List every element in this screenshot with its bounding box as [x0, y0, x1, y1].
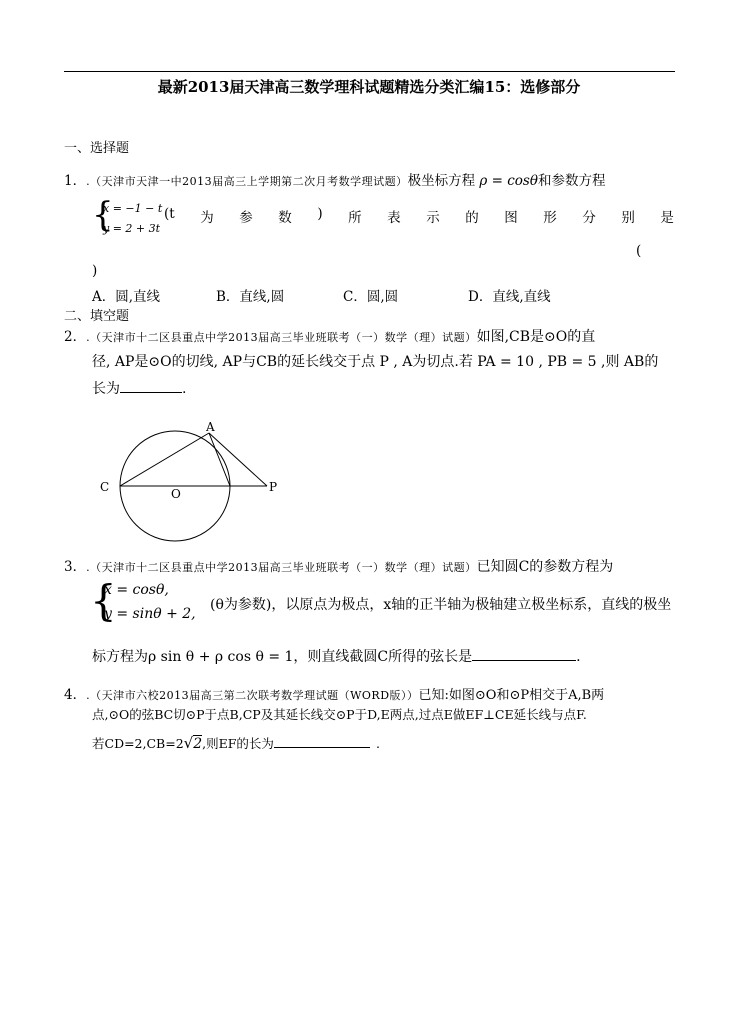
question-1-stem: 极坐标方程 — [407, 173, 476, 189]
question-3-line1-tail: 已知圆C的参数方程为 — [476, 559, 614, 575]
spread-word: 形 — [543, 210, 557, 226]
question-1-source: .（天津市天津一中2013届高三上学期第二次月考数学理试题） — [86, 175, 408, 188]
question-1-line1 — [64, 169, 605, 189]
header-rule — [64, 71, 675, 72]
question-4-line1 — [64, 683, 604, 703]
question-1-param-eq1: x = −1 − t — [103, 202, 163, 215]
question-1-spread-text — [164, 206, 674, 226]
question-1-close-paren: ) — [92, 263, 98, 279]
spread-word: (t — [164, 206, 175, 222]
spread-word: 的 — [465, 210, 479, 226]
question-3-number: 3． — [64, 559, 87, 575]
spread-word: 分 — [582, 210, 596, 226]
answer-blank-4[interactable] — [274, 735, 370, 748]
option-b: B．直线,圆 — [216, 289, 285, 305]
sqrt-symbol: √ — [183, 734, 194, 752]
spread-word: 表 — [387, 210, 401, 226]
label-p: P — [269, 480, 278, 494]
spread-word: 为 — [200, 210, 214, 226]
question-2-number: 2． — [64, 329, 87, 345]
spread-word: 参 — [239, 210, 253, 226]
question-3-brace: { — [90, 576, 117, 625]
question-1-polar-equation: ρ = cosθ — [479, 173, 538, 189]
spread-word: 图 — [504, 210, 518, 226]
spread-word: 别 — [621, 210, 635, 226]
label-o: O — [171, 487, 181, 501]
question-4-line3 — [92, 734, 380, 752]
question-3-eq2: y = sinθ + 2, — [104, 606, 196, 622]
sqrt-argument: 2 — [193, 736, 203, 752]
option-a: A．圆,直线 — [92, 289, 161, 305]
spread-word: 是 — [660, 210, 674, 226]
question-3-period: . — [576, 649, 581, 665]
question-2-length-label: 长为 — [92, 381, 120, 397]
answer-blank-2[interactable] — [120, 380, 182, 393]
question-4-ask: ,则EF的长为 — [202, 736, 274, 751]
question-1-and-param: 和参数方程 — [537, 173, 606, 189]
question-4-line2: 点,⊙O的弦BC切⊙P于点B,CP及其延长线交⊙P于D,E两点,过点E做EF⊥CE延长线与点F. — [92, 707, 587, 722]
line-ap — [209, 433, 267, 486]
question-4-source: .（天津市六校2013届高三第二次联考数学理试题（WORD版）） — [86, 689, 419, 702]
page-title: 最新2013届天津高三数学理科试题精选分类汇编15：选修部分 — [157, 78, 581, 96]
spread-word: 数 — [278, 210, 292, 226]
question-2-figure — [95, 418, 295, 548]
question-2-line1 — [64, 325, 595, 346]
question-1-brace: { — [92, 195, 114, 235]
section-fill-heading: 二、填空题 — [64, 309, 130, 324]
answer-blank-3[interactable] — [472, 648, 576, 661]
spread-word: 示 — [426, 210, 440, 226]
question-2-line3 — [92, 378, 186, 398]
line-ab — [209, 433, 230, 486]
question-1-param-eq2: y = 2 + 3t — [103, 222, 161, 235]
question-2-source: .（天津市十二区县重点中学2013届高三毕业班联考（一）数学（理）试题） — [86, 331, 477, 344]
question-4-period: . — [375, 736, 380, 751]
spread-word: 所 — [348, 210, 362, 226]
question-4-given: 若CD=2,CB=2 — [92, 736, 184, 751]
label-c: C — [100, 480, 110, 494]
question-3-line3 — [92, 646, 581, 666]
line-ca — [120, 433, 209, 486]
question-2-line2: 径, AP是⊙O的切线, AP与CB的延长线交于点 P , A为切点.若 PA = 10 , PB = 5 ,则 AB的 — [92, 354, 659, 370]
question-3-line1 — [64, 555, 613, 576]
question-3-eq1: x = cosθ, — [104, 582, 169, 598]
option-c: C．圆,圆 — [343, 289, 399, 305]
question-3-line2-tail: (θ为参数)，以原点为极点，x轴的正半轴为极轴建立极坐标系，直线的极坐 — [210, 597, 672, 613]
label-a: A — [206, 420, 215, 434]
question-1-number: 1． — [64, 173, 87, 189]
question-2-line1-tail: 如图,CB是⊙O的直 — [476, 329, 596, 345]
question-2-period: . — [182, 381, 187, 397]
question-1-open-paren: ( — [636, 243, 642, 259]
option-d: D．直线,直线 — [468, 289, 551, 305]
question-3-polar-text: 标方程为ρ sin θ + ρ cos θ = 1，则直线截圆C所得的弦长是 — [92, 649, 473, 665]
spread-word: ) — [317, 206, 323, 222]
section-choice-heading: 一、选择题 — [64, 141, 130, 156]
question-4-number: 4． — [64, 687, 87, 703]
question-3-source: .（天津市十二区县重点中学2013届高三毕业班联考（一）数学（理）试题） — [86, 561, 477, 574]
question-4-line1-tail: 已知:如图⊙O和⊙P相交于A,B两 — [418, 688, 605, 703]
